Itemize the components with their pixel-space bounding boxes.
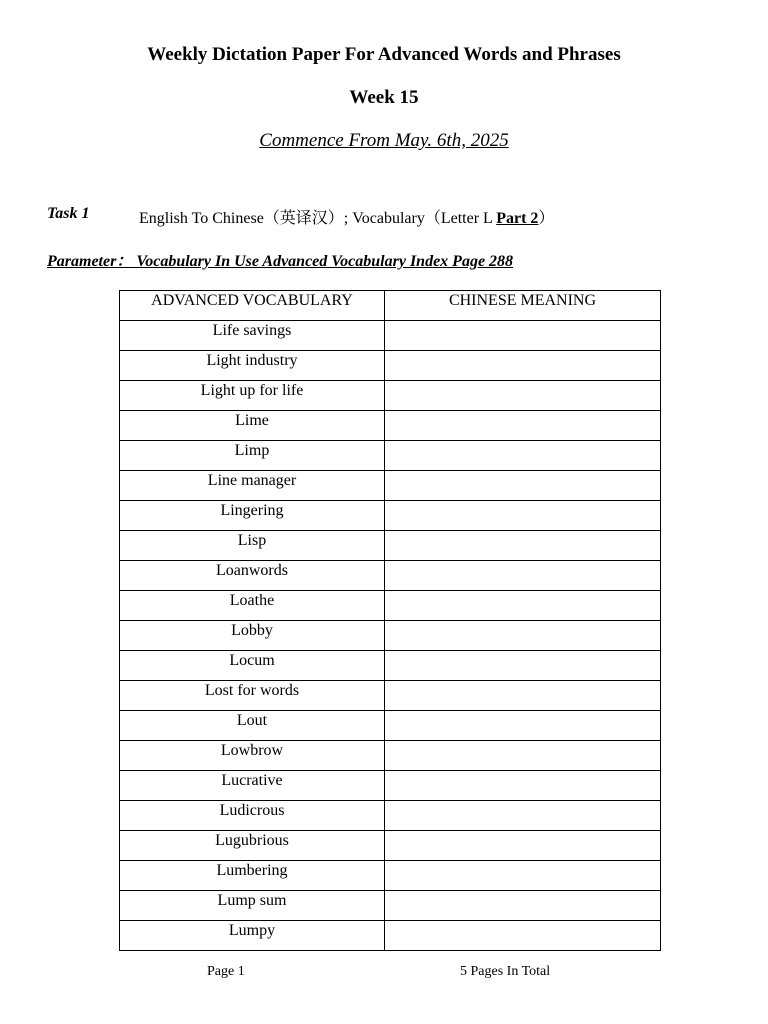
vocabulary-word: Lingering xyxy=(120,501,385,531)
document-title: Weekly Dictation Paper For Advanced Words and Phrases xyxy=(147,44,621,65)
table-row xyxy=(120,531,661,561)
table-row xyxy=(120,681,661,711)
vocabulary-word: Lugubrious xyxy=(120,831,385,861)
chinese-meaning-cell[interactable] xyxy=(385,501,661,531)
vocabulary-word: Locum xyxy=(120,651,385,681)
chinese-meaning-cell[interactable] xyxy=(385,591,661,621)
table-row xyxy=(120,831,661,861)
vocabulary-word: Lowbrow xyxy=(120,741,385,771)
table-row xyxy=(120,321,661,351)
vocabulary-word: Lost for words xyxy=(120,681,385,711)
task-part: Part 2 xyxy=(496,210,539,227)
chinese-meaning-cell[interactable] xyxy=(385,561,661,591)
chinese-meaning-cell[interactable] xyxy=(385,681,661,711)
vocabulary-word: Ludicrous xyxy=(120,801,385,831)
chinese-meaning-cell[interactable] xyxy=(385,381,661,411)
table-row xyxy=(120,711,661,741)
table-row xyxy=(120,861,661,891)
chinese-meaning-cell[interactable] xyxy=(385,531,661,561)
week-label: Week 15 xyxy=(349,87,419,108)
chinese-meaning-cell[interactable] xyxy=(385,711,661,741)
commence-date: Commence From May. 6th, 2025 xyxy=(259,130,509,151)
chinese-meaning-cell[interactable] xyxy=(385,771,661,801)
chinese-meaning-cell[interactable] xyxy=(385,321,661,351)
task-description-prefix: English To Chinese（英译汉）; Vocabulary（Letter L xyxy=(139,210,497,227)
chinese-meaning-cell[interactable] xyxy=(385,891,661,921)
chinese-meaning-cell[interactable] xyxy=(385,351,661,381)
table-row xyxy=(120,471,661,501)
table-row xyxy=(120,741,661,771)
vocabulary-table-body xyxy=(120,321,661,951)
table-row xyxy=(120,651,661,681)
table-row xyxy=(120,501,661,531)
chinese-meaning-cell[interactable] xyxy=(385,861,661,891)
vocabulary-word: Lump sum xyxy=(120,891,385,921)
vocabulary-word: Lout xyxy=(120,711,385,741)
vocabulary-word: Light industry xyxy=(120,351,385,381)
table-row xyxy=(120,351,661,381)
vocabulary-word: Lumbering xyxy=(120,861,385,891)
chinese-meaning-cell[interactable] xyxy=(385,621,661,651)
table-row xyxy=(120,441,661,471)
vocabulary-word: Lisp xyxy=(120,531,385,561)
vocabulary-table xyxy=(119,290,661,951)
vocabulary-word: Line manager xyxy=(120,471,385,501)
vocabulary-word: Light up for life xyxy=(120,381,385,411)
table-row xyxy=(120,381,661,411)
table-row xyxy=(120,771,661,801)
parameter-line: Parameter： Vocabulary In Use Advanced Vocabulary Index Page 288 xyxy=(47,253,514,270)
chinese-meaning-cell[interactable] xyxy=(385,801,661,831)
chinese-meaning-cell[interactable] xyxy=(385,411,661,441)
vocabulary-word: Lobby xyxy=(120,621,385,651)
vocabulary-word: Loanwords xyxy=(120,561,385,591)
vocabulary-word: Lime xyxy=(120,411,385,441)
chinese-meaning-cell[interactable] xyxy=(385,831,661,861)
table-row xyxy=(120,411,661,441)
vocabulary-word: Lucrative xyxy=(120,771,385,801)
task-label: Task 1 xyxy=(47,205,90,222)
chinese-meaning-cell[interactable] xyxy=(385,651,661,681)
page-total: 5 Pages In Total xyxy=(460,964,551,979)
table-row xyxy=(120,591,661,621)
header-advanced-vocabulary: ADVANCED VOCABULARY xyxy=(120,291,385,321)
table-row xyxy=(120,801,661,831)
chinese-meaning-cell[interactable] xyxy=(385,471,661,501)
chinese-meaning-cell[interactable] xyxy=(385,441,661,471)
chinese-meaning-cell[interactable] xyxy=(385,741,661,771)
table-row xyxy=(120,921,661,951)
vocabulary-word: Lumpy xyxy=(120,921,385,951)
task-description xyxy=(139,205,554,228)
table-row xyxy=(120,891,661,921)
vocabulary-word: Limp xyxy=(120,441,385,471)
task-description-suffix: ） xyxy=(538,210,555,227)
chinese-meaning-cell[interactable] xyxy=(385,921,661,951)
header-chinese-meaning: CHINESE MEANING xyxy=(385,291,661,321)
table-row xyxy=(120,621,661,651)
table-header-row xyxy=(120,291,661,321)
table-row xyxy=(120,561,661,591)
page-number: Page 1 xyxy=(207,964,245,979)
vocabulary-word: Life savings xyxy=(120,321,385,351)
vocabulary-word: Loathe xyxy=(120,591,385,621)
